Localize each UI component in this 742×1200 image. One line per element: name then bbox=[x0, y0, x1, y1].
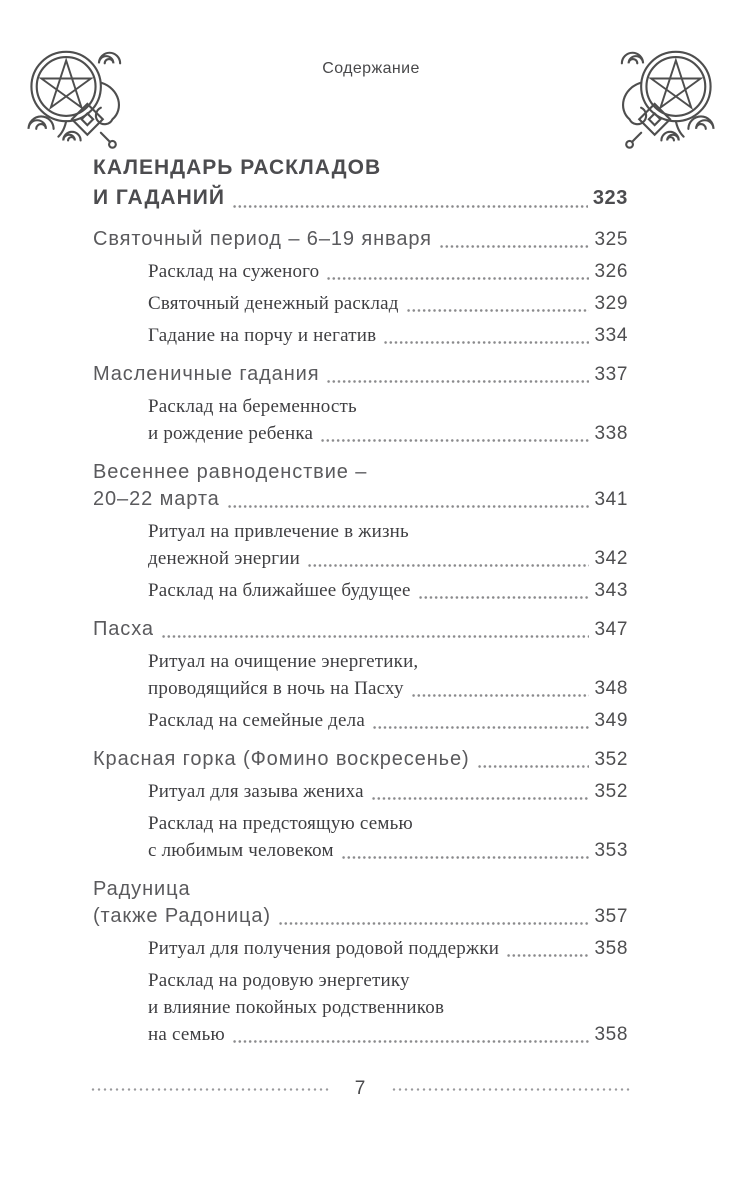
page-number: 326 bbox=[594, 261, 628, 282]
entry-line bbox=[148, 994, 628, 1021]
dot-leader bbox=[227, 505, 590, 508]
page-number: 337 bbox=[594, 364, 628, 385]
toc-section-entry bbox=[93, 226, 628, 253]
entry-line bbox=[148, 837, 628, 864]
entry-line bbox=[93, 183, 628, 213]
sub-title-line: денежной энергии bbox=[148, 548, 300, 569]
toc-sub-entry bbox=[148, 322, 628, 349]
entry-line bbox=[148, 290, 628, 317]
dot-leader bbox=[406, 309, 590, 312]
section-title-line: Святочный период – 6–19 января bbox=[93, 228, 432, 250]
entry-line bbox=[148, 393, 628, 420]
dot-leader bbox=[372, 726, 589, 729]
entry-line bbox=[148, 420, 628, 447]
sub-title-line: Ритуал для зазыва жениха bbox=[148, 781, 364, 802]
entry-line bbox=[148, 577, 628, 604]
sub-title-line: проводящийся в ночь на Пасху bbox=[148, 678, 404, 699]
toc-sub-entry bbox=[148, 707, 628, 734]
dot-leader bbox=[232, 205, 588, 208]
entry-line bbox=[148, 648, 628, 675]
toc-sub-entry bbox=[148, 967, 628, 1048]
page-number: 358 bbox=[594, 938, 628, 959]
toc-sub-entry bbox=[148, 290, 628, 317]
entry-line bbox=[148, 545, 628, 572]
entry-line bbox=[148, 322, 628, 349]
page-number: 338 bbox=[594, 423, 628, 444]
page-number: 342 bbox=[594, 548, 628, 569]
dot-leader bbox=[371, 797, 590, 800]
toc-sub-entry bbox=[148, 648, 628, 702]
section-title-line: (также Радоница) bbox=[93, 905, 271, 927]
section-title-line: Красная горка (Фомино воскресенье) bbox=[93, 748, 470, 770]
entry-line bbox=[148, 675, 628, 702]
sub-title-line: Расклад на суженого bbox=[148, 261, 320, 282]
toc-sub-entry bbox=[148, 577, 628, 604]
page-number: 347 bbox=[594, 619, 628, 640]
sub-title-line: Ритуал на привлечение в жизнь bbox=[148, 521, 409, 542]
folio-page-number: 7 bbox=[354, 1078, 366, 1099]
entry-line bbox=[148, 810, 628, 837]
chapter-title-line: И ГАДАНИЙ bbox=[93, 186, 225, 209]
running-head: Содержание bbox=[322, 60, 420, 77]
sub-title-line: Гадание на порчу и негатив bbox=[148, 325, 377, 346]
dot-leader bbox=[418, 596, 590, 599]
sub-title-line: и влияние покойных родственников bbox=[148, 997, 445, 1018]
dot-leader bbox=[411, 694, 590, 697]
page-number: 343 bbox=[594, 580, 628, 601]
sub-title-line: Ритуал на очищение энергетики, bbox=[148, 651, 419, 672]
page-number: 353 bbox=[594, 840, 628, 861]
toc-section-entry bbox=[93, 746, 628, 773]
page-number: 352 bbox=[594, 749, 628, 770]
dot-leader bbox=[383, 341, 589, 344]
section-title-line: Весеннее равноденствие – bbox=[93, 461, 368, 483]
toc-sub-entry bbox=[148, 258, 628, 285]
toc-section-entry bbox=[93, 616, 628, 643]
sub-title-line: Расклад на предстоящую семью bbox=[148, 813, 413, 834]
entry-line bbox=[93, 361, 628, 388]
sub-title-line: Расклад на родовую энергетику bbox=[148, 970, 410, 991]
sub-title-line: на семью bbox=[148, 1024, 225, 1045]
toc-sub-entry bbox=[148, 935, 628, 962]
entry-line bbox=[93, 746, 628, 773]
toc-sections bbox=[93, 226, 628, 1048]
toc-sub-entry bbox=[148, 778, 628, 805]
toc-sub-entry bbox=[148, 393, 628, 447]
entry-line bbox=[93, 616, 628, 643]
entry-line bbox=[93, 226, 628, 253]
entry-line bbox=[148, 778, 628, 805]
chapter-title-line: КАЛЕНДАРЬ РАСКЛАДОВ bbox=[93, 156, 382, 179]
toc-sub-entry bbox=[148, 518, 628, 572]
section-title-line: Пасха bbox=[93, 618, 154, 640]
dot-leader bbox=[506, 954, 589, 957]
toc-sub-entry bbox=[148, 810, 628, 864]
sub-title-line: Расклад на семейные дела bbox=[148, 710, 366, 731]
sub-title-line: с любимым человеком bbox=[148, 840, 334, 861]
page-number: 325 bbox=[594, 229, 628, 250]
entry-line bbox=[93, 876, 628, 903]
entry-line bbox=[148, 1021, 628, 1048]
page-number: 358 bbox=[594, 1024, 628, 1045]
toc-section-entry bbox=[93, 459, 628, 513]
entry-line bbox=[148, 707, 628, 734]
section-title-line: 20–22 марта bbox=[93, 488, 220, 510]
page-number: 323 bbox=[592, 187, 628, 209]
toc-chapter-entry bbox=[93, 153, 628, 213]
section-title-line: Радуница bbox=[93, 878, 191, 900]
page-number: 352 bbox=[594, 781, 628, 802]
footer-dotted-rule bbox=[90, 1088, 329, 1091]
entry-line bbox=[93, 903, 628, 930]
dot-leader bbox=[439, 245, 590, 248]
sub-title-line: Ритуал для получения родовой поддержки bbox=[148, 938, 500, 959]
entry-line bbox=[93, 459, 628, 486]
dot-leader bbox=[341, 856, 590, 859]
page-number: 348 bbox=[594, 678, 628, 699]
entry-line bbox=[148, 935, 628, 962]
section-title-line: Масленичные гадания bbox=[93, 363, 320, 385]
sub-title-line: Святочный денежный расклад bbox=[148, 293, 399, 314]
entry-line bbox=[148, 518, 628, 545]
entry-line bbox=[148, 258, 628, 285]
dot-leader bbox=[477, 765, 590, 768]
dot-leader bbox=[161, 635, 590, 638]
toc-section-entry bbox=[93, 361, 628, 388]
toc-section-entry bbox=[93, 876, 628, 930]
sub-title-line: Расклад на беременность bbox=[148, 396, 357, 417]
page-number: 334 bbox=[594, 325, 628, 346]
page-footer bbox=[90, 1078, 630, 1100]
dot-leader bbox=[320, 439, 589, 442]
footer-dotted-rule bbox=[391, 1088, 630, 1091]
page-number: 349 bbox=[594, 710, 628, 731]
page-number: 329 bbox=[594, 293, 628, 314]
page-number: 357 bbox=[594, 906, 628, 927]
sub-title-line: и рождение ребенка bbox=[148, 423, 314, 444]
entry-line bbox=[148, 967, 628, 994]
dot-leader bbox=[326, 380, 589, 383]
dot-leader bbox=[232, 1040, 590, 1043]
page-number: 341 bbox=[594, 489, 628, 510]
sub-title-line: Расклад на ближайшее будущее bbox=[148, 580, 411, 601]
dot-leader bbox=[278, 922, 590, 925]
dot-leader bbox=[326, 277, 589, 280]
dot-leader bbox=[307, 564, 589, 567]
entry-line bbox=[93, 486, 628, 513]
entry-line bbox=[93, 153, 628, 183]
